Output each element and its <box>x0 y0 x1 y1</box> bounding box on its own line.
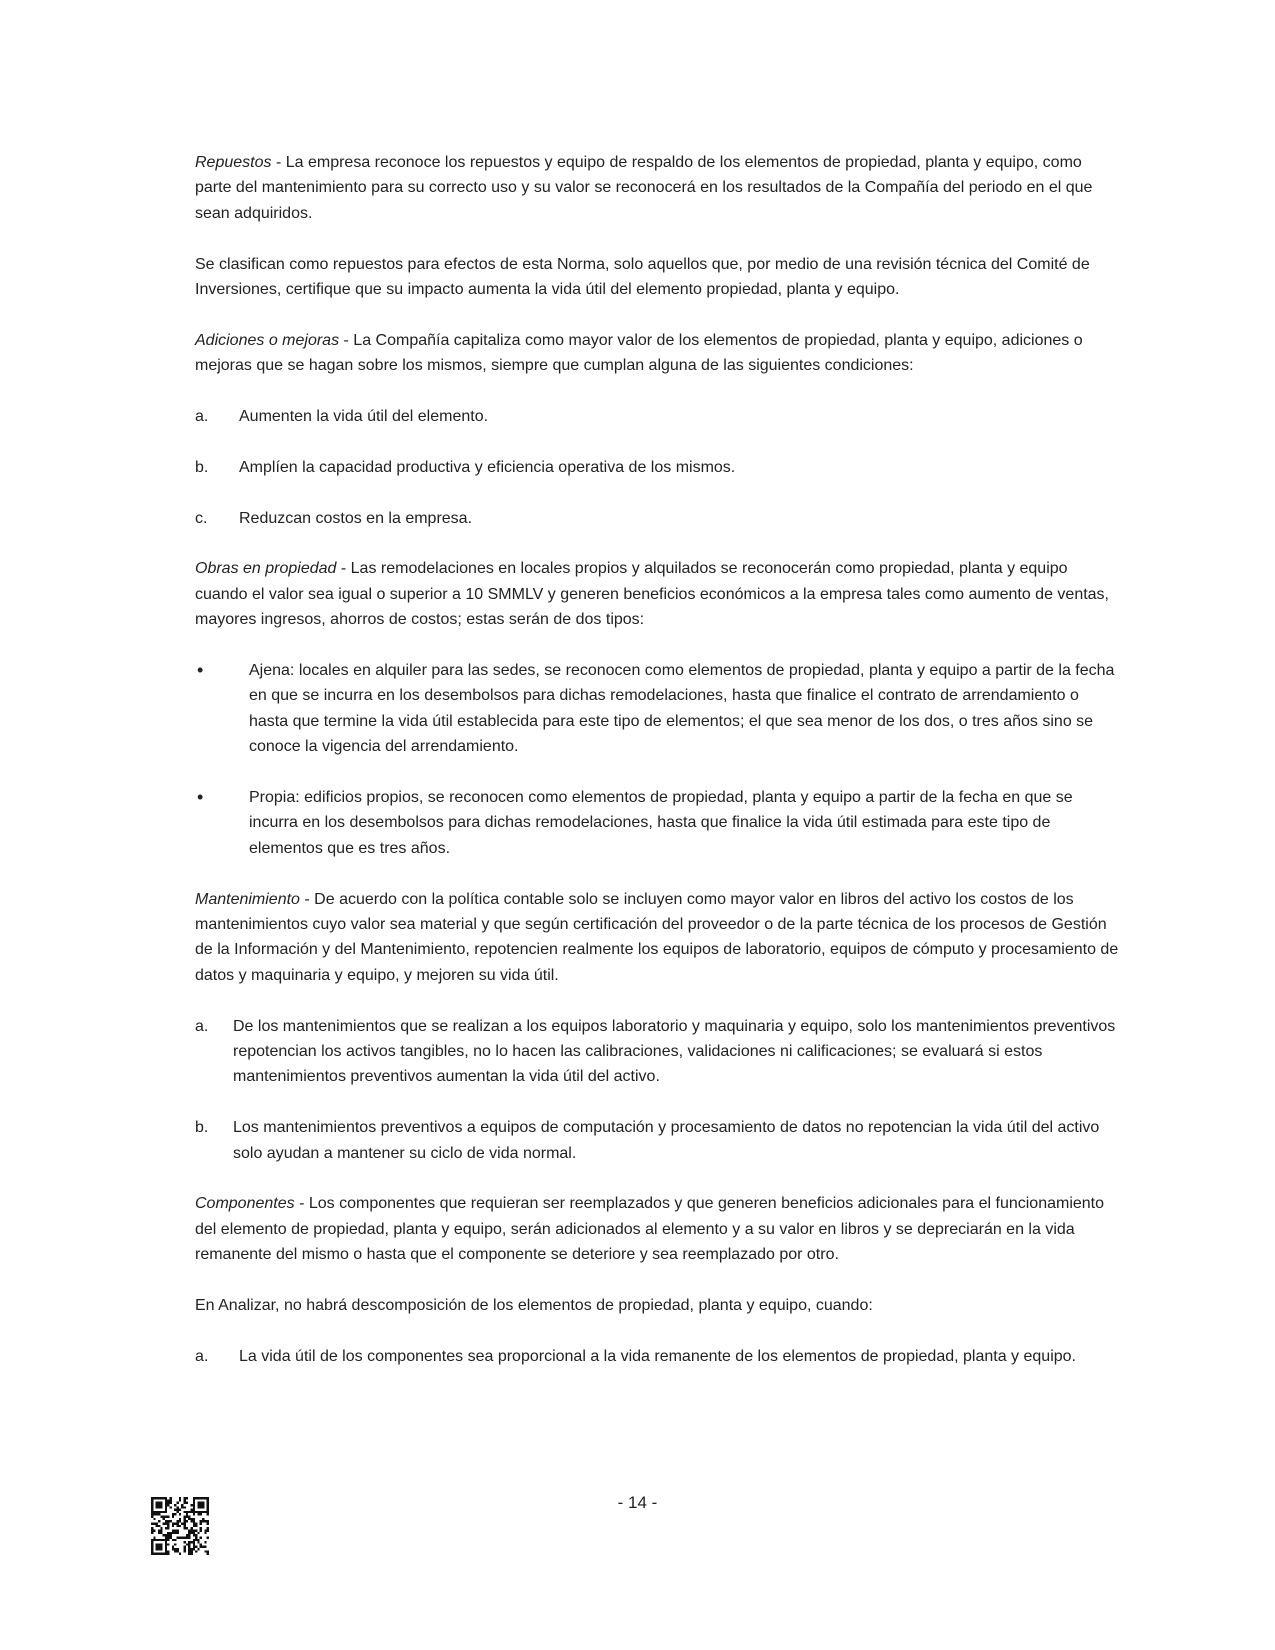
heading-componentes: Componentes <box>195 1195 295 1213</box>
bullet-icon: • <box>197 787 204 808</box>
list-marker: a. <box>195 1017 209 1035</box>
heading-repuestos: Repuestos <box>195 154 272 171</box>
list-item <box>195 1014 1120 1090</box>
paragraph-obras <box>195 556 1120 632</box>
heading-mantenimiento: Mantenimiento <box>195 890 300 908</box>
bullet-icon: • <box>197 660 204 681</box>
paragraph-componentes <box>195 1191 1120 1267</box>
paragraph-text: - Las remodelaciones en locales propios y alquilados se reconocerán como propiedad, planta y equipo cuando el valor sea igual o superior a 10 SMMLV y generen beneficios económicos a la empresa tales como aumento de ventas, mayores ingresos, ahorros de costos; estas serán de dos tipos: <box>195 560 1109 629</box>
paragraph-clasifican: Se clasifican como repuestos para efectos de esta Norma, solo aquellos que, por medio de una revisión técnica del Comité de Inversiones, certifique que su impacto aumenta la vida útil del elemento propiedad, planta y equipo. <box>195 255 1090 299</box>
paragraph-text: - La Compañía capitaliza como mayor valor de los elementos de propiedad, planta y equipo, adiciones o mejoras que se hagan sobre los mismos, siempre que cumplan alguna de las siguientes condiciones: <box>195 331 1083 375</box>
list-item <box>195 1115 1120 1166</box>
list-item <box>195 1344 1120 1369</box>
bullet-item <box>195 658 1120 760</box>
page-number: - 14 - <box>617 1493 658 1512</box>
list-text: La vida útil de los componentes sea proporcional a la vida remanente de los elementos de propiedad, planta y equipo. <box>239 1347 1076 1365</box>
list-marker: a. <box>195 408 209 426</box>
list-text: Aumenten la vida útil del elemento. <box>239 408 489 426</box>
heading-adiciones: Adiciones o mejoras <box>195 331 340 349</box>
paragraph-text: - Los componentes que requieran ser reemplazados y que generen beneficios adicionales para el funcionamiento del elemento de propiedad, planta y equipo, serán adicionados al elemento y a su valor en libros y se depreciarán en la vida remanente del mismo o hasta que el componente se deteriore y sea reemplazado por otro. <box>195 1195 1105 1264</box>
list-text: Amplíen la capacidad productiva y eficiencia operativa de los mismos. <box>239 458 736 476</box>
list-text: Ajena: locales en alquiler para las sedes, se reconocen como elementos de propiedad, planta y equipo a partir de la fecha en que se incurra en los desembolsos para dichas remodelaciones, hasta que finalice el contrato de arrendamiento o hasta que termine la vida útil establecida para este tipo de elementos; el que sea menor de los dos, o tres años sino se conoce la vigencia del arrendamiento. <box>249 662 1115 756</box>
list-marker: c. <box>195 509 208 527</box>
list-text: De los mantenimientos que se realizan a los equipos laboratorio y maquinaria y equipo, solo los mantenimientos preventivos repotencian los activos tangibles, no lo hacen las calibraciones, validaciones ni calificaciones; se evaluará si estos mantenimientos preventivos aumentan la vida útil del activo. <box>233 1017 1116 1086</box>
list-marker: b. <box>195 458 209 476</box>
bullet-item <box>195 785 1120 861</box>
list-text: Reduzcan costos en la empresa. <box>239 509 473 527</box>
paragraph-analizar: En Analizar, no habrá descomposición de los elementos de propiedad, planta y equipo, cuando: <box>195 1297 873 1315</box>
list-item <box>195 404 1120 429</box>
heading-obras: Obras en propiedad <box>195 560 337 578</box>
paragraph-repuestos <box>195 150 1120 226</box>
list-marker: b. <box>195 1119 209 1137</box>
list-item <box>195 506 1120 531</box>
list-text: Los mantenimientos preventivos a equipos de computación y procesamiento de datos no repotencian la vida útil del activo solo ayudan a mantener su ciclo de vida normal. <box>233 1119 1100 1162</box>
list-marker: a. <box>195 1347 209 1365</box>
paragraph-mantenimiento <box>195 887 1120 989</box>
paragraph-adiciones <box>195 328 1120 379</box>
list-item <box>195 455 1120 480</box>
paragraph-text: - De acuerdo con la política contable solo se incluyen como mayor valor en libros del activo los costos de los mantenimientos cuyo valor sea material y que según certificación del proveedor o de la parte técnica de los procesos de Gestión de la Información y del Mantenimiento, repotencien realmente los equipos de laboratorio, equipos de cómputo y procesamiento de datos y maquinaria y equipo, y mejoren su vida útil. <box>195 890 1119 984</box>
list-text: Propia: edificios propios, se reconocen como elementos de propiedad, planta y equipo a partir de la fecha en que se incurra en los desembolsos para dichas remodelaciones, hasta que finalice la vida útil estimada para este tipo de elementos que es tres años. <box>249 789 1073 857</box>
document-body <box>195 150 1120 1395</box>
paragraph-text: - La empresa reconoce los repuestos y equipo de respaldo de los elementos de propiedad, planta y equipo, como parte del mantenimiento para su correcto uso y su valor se reconocerá en los resultados de la Compañía del periodo en el que sean adquiridos. <box>195 154 1093 222</box>
